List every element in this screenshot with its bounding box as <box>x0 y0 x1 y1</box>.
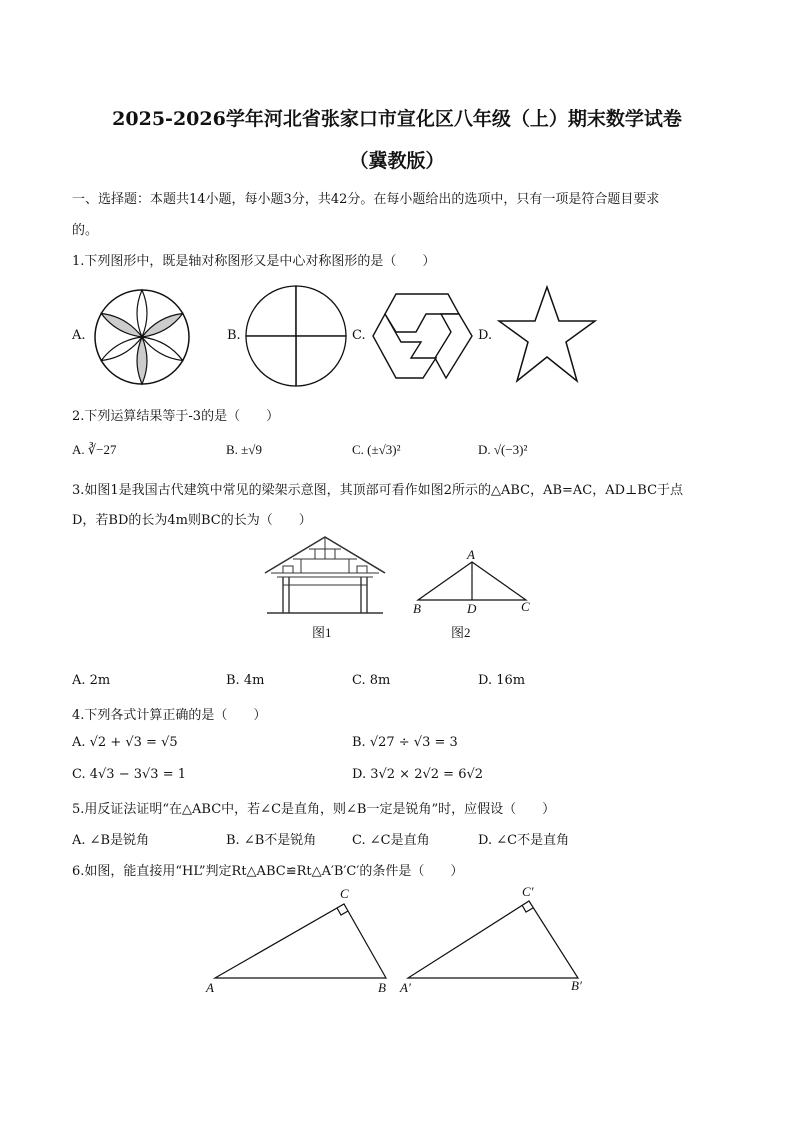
q5-stem: 5.用反证法证明“在△ABC中，若∠C是直角，则∠B一定是锐角”时，应假设（ ） <box>72 802 556 817</box>
q1-label-d: D. <box>478 328 493 343</box>
q2-option-d: D. √(−3)² <box>478 442 528 457</box>
q6-point-a-prime: A′ <box>400 980 411 995</box>
q3-option-b: B. 4m <box>226 673 265 688</box>
page-subtitle: （冀教版） <box>349 150 445 172</box>
q3-figure1-caption: 图1 <box>312 625 332 640</box>
q6-point-c-prime: C′ <box>522 884 534 899</box>
q5-option-d: D. ∠C不是直角 <box>478 833 570 848</box>
q3-point-c: C <box>521 599 530 614</box>
q2-option-c: C. (±√3)² <box>352 442 401 457</box>
q3-stem-line1: 3.如图1是我国古代建筑中常见的梁架示意图，其顶部可看作如图2所示的△ABC，AB=AC，AD⊥BC于点 <box>72 483 684 498</box>
q2-option-a: A. ∛−27 <box>72 442 117 457</box>
q5-option-c: C. ∠C是直角 <box>352 833 430 848</box>
q1-label-c: C. <box>352 328 366 343</box>
q3-option-c: C. 8m <box>352 673 391 688</box>
q2-option-b: B. ±√9 <box>226 442 262 457</box>
q3-option-d: D. 16m <box>478 673 526 688</box>
q3-figure2-caption: 图2 <box>451 625 471 640</box>
q4-option-b: B. √27 ÷ √3 = 3 <box>352 735 458 750</box>
q3-option-a: A. 2m <box>72 673 111 688</box>
section-header-line2: 的。 <box>72 223 99 238</box>
q3-figure2-triangle <box>410 546 540 618</box>
q3-point-a: A <box>467 547 475 562</box>
q6-stem: 6.如图，能直接用“HL”判定Rt△ABC≌Rt△A′B′C′的条件是（ ） <box>72 864 464 879</box>
q3-point-b: B <box>413 601 421 616</box>
q5-option-b: B. ∠B不是锐角 <box>226 833 317 848</box>
q1-stem: 1.下列图形中，既是轴对称图形又是中心对称图形的是（ ） <box>72 254 436 269</box>
q6-point-b: B <box>378 980 386 995</box>
q1-label-a: A. <box>72 328 86 343</box>
q4-stem: 4.下列各式计算正确的是（ ） <box>72 708 267 723</box>
q1-figure-c-recycle <box>371 292 473 380</box>
q6-triangle-a2b2c2 <box>398 884 598 999</box>
q4-option-c: C. 4√3 − 3√3 = 1 <box>72 767 186 782</box>
q4-option-d: D. 3√2 × 2√2 = 6√2 <box>352 767 484 782</box>
q3-point-d: D <box>467 601 477 616</box>
q6-point-b-prime: B′ <box>571 978 582 993</box>
q2-stem: 2.下列运算结果等于-3的是（ ） <box>72 409 280 424</box>
q4-option-a: A. √2 + √3 = √5 <box>72 735 178 750</box>
section-header-line1: 一、选择题：本题共14小题，每小题3分，共42分。在每小题给出的选项中，只有一项是符合题目要求 <box>72 192 660 207</box>
q3-stem-line2: D，若BD的长为4m则BC的长为（ ） <box>72 513 312 528</box>
page-title: 2025-2026学年河北省张家口市宣化区八年级（上）期末数学试卷 <box>112 108 682 130</box>
q1-label-b: B. <box>227 328 241 343</box>
q1-figure-d-star <box>497 285 597 383</box>
q6-triangle-abc <box>200 884 400 999</box>
q1-figure-b-pinwheel <box>246 286 346 386</box>
q6-point-a: A <box>206 980 214 995</box>
q6-point-c: C <box>340 886 349 901</box>
q3-figure1-building <box>263 533 387 615</box>
q1-figure-a-flower <box>93 288 191 386</box>
q5-option-a: A. ∠B是锐角 <box>72 833 150 848</box>
